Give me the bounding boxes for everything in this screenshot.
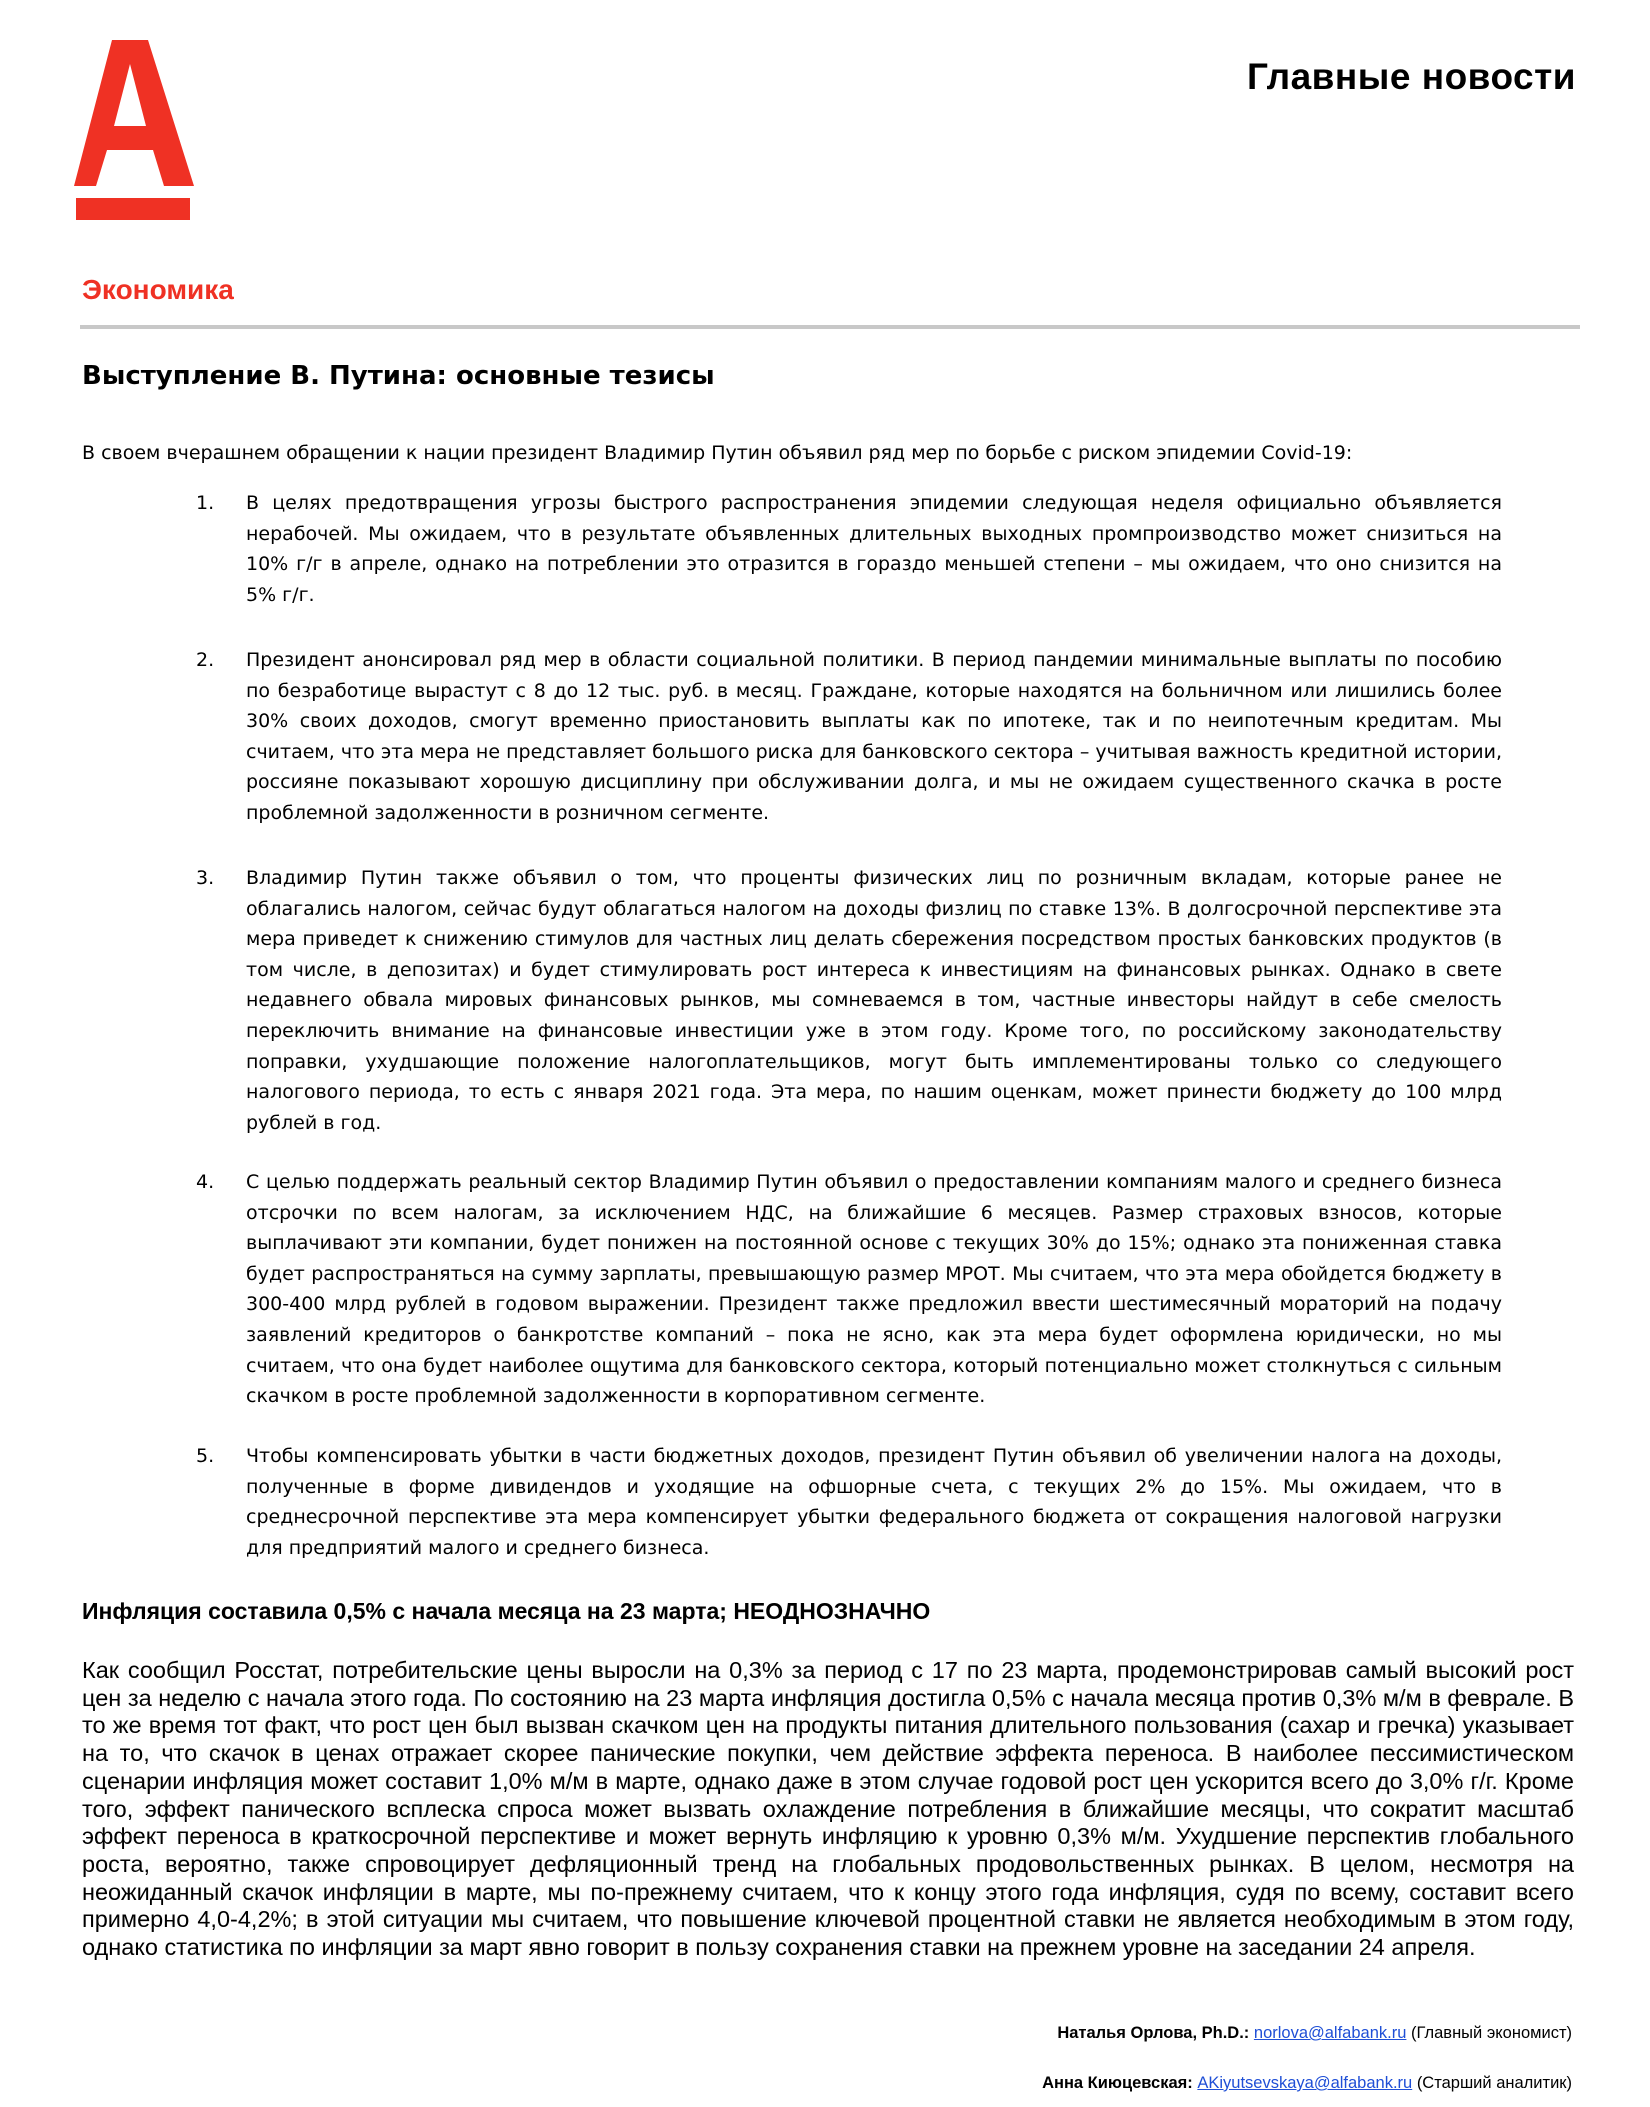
- alfa-letter-a: [74, 40, 194, 186]
- thesis-text: В целях предотвращения угрозы быстрого распространения эпидемии следующая неделя официально объявляется нерабочей. Мы ожидаем, что в результате объявленных длительных выходных промпроизводство может снизиться на 10% г/г в апреле, однако на потреблении это отразится в гораздо меньшей степени – мы ожидаем, что оно снизится на 5% г/г.: [246, 492, 1502, 606]
- thesis-text: Президент анонсировал ряд мер в области социальной политики. В период пандемии минимальные выплаты по пособию по безработице вырастут с 8 до 12 тыс. руб. в месяц. Граждане, которые находятся на больничном или лишились более 30% своих доходов, смогут временно приостановить выплаты как по ипотеке, так и по неипотечным кредитам. Мы считаем, что эта мера не представляет большого риска для банковского сектора – учитывая важность кредитной истории, россияне показывают хорошую дисциплину при обслуживании долга, и мы не ожидаем существенного скачка в росте проблемной задолженности в розничном сегменте.: [246, 649, 1502, 824]
- author-role: (Главный экономист): [1411, 2024, 1572, 2042]
- page-title: Главные новости: [1246, 56, 1576, 97]
- thesis-number: 3.: [196, 867, 215, 889]
- inflation-headline: [82, 1598, 930, 1625]
- author-line: [1042, 2074, 1572, 2093]
- author-email-link[interactable]: norlova@alfabank.ru: [1253, 2024, 1407, 2042]
- article-intro: В своем вчерашнем обращении к нации президент Владимир Путин объявил ряд мер по борьбе с риском эпидемии Covid-19:: [82, 442, 1353, 464]
- thesis-number: 4.: [196, 1171, 215, 1193]
- thesis-number: 5.: [196, 1445, 215, 1467]
- thesis-text: Владимир Путин также объявил о том, что проценты физических лиц по розничным вкладам, которые ранее не облагались налогом, сейчас будут облагаться налогом на доходы физлиц по ставке 13%. В долгосрочной перспективе эта мера приведет к снижению стимулов для частных лиц делать сбережения посредством простых банковских продуктов (в том числе, в депозитах) и будет стимулировать рост интереса к инвестициям на финансовых рынках. Однако в свете недавнего обвала мировых финансовых рынков, мы сомневаемся в том, частные инвесторы найдут в себе смелость переключить внимание на финансовые инвестиции уже в этом году. Кроме того, по российскому законодательству поправки, ухудшающие положение налогоплательщиков, могут быть имплементированы только со следующего налогового периода, то есть с января 2021 года. Эта мера, по нашим оценкам, может принести бюджету до 100 млрд рублей в год.: [246, 867, 1502, 1134]
- author-line: [1057, 2024, 1572, 2043]
- thesis-text: Чтобы компенсировать убытки в части бюджетных доходов, президент Путин объявил об увеличении налога на доходы, полученные в форме дивидендов и уходящие на офшорные счета, с текущих 2% до 15%. Мы ожидаем, что в среднесрочной перспективе эта мера компенсирует убытки федерального бюджета от сокращения налоговой нагрузки для предприятий малого и среднего бизнеса.: [246, 1445, 1502, 1559]
- alfa-bank-logo: [74, 40, 194, 220]
- author-role: (Старший аналитик): [1416, 2074, 1572, 2092]
- inflation-body: Как сообщил Росстат, потребительские цены выросли на 0,3% за период с 17 по 23 марта, продемонстрировав самый высокий рост цен за неделю с начала этого года. По состоянию на 23 марта инфляция достигла 0,5% с начала месяца против 0,3% м/м в феврале. В то же время тот факт, что рост цен был вызван скачком цен на продукты питания длительного пользования (сахар и гречка) указывает на то, что скачок в ценах отражает скорее панические покупки, чем действие эффекта переноса. В наиболее пессимистическом сценарии инфляция может составит 1,0% м/м в марте, однако даже в этом случае годовой рост цен ускорится всего до 3,0% г/г. Кроме того, эффект панического всплеска спроса может вызвать охлаждение потребления в ближайшие месяцы, что сократит масштаб эффект переноса в краткосрочной перспективе и может вернуть инфляцию к уровню 0,3% м/м. Ухудшение перспектив глобального роста, вероятно, также спровоцирует дефляционный тренд на глобальных продовольственных рынках. В целом, несмотря на неожиданный скачок инфляции в марте, мы по-прежнему считаем, что к концу этого года инфляция, судя по всему, составит всего примерно 4,0-4,2%; в этой ситуации мы считаем, что повышение ключевой процентной ставки не является необходимым в этом году, однако статистика по инфляции за март явно говорит в пользу сохранения ставки на прежнем уровне на заседании 24 апреля.: [82, 1657, 1574, 1961]
- article-title: Выступление В. Путина: основные тезисы: [82, 361, 715, 391]
- section-heading: Экономика: [82, 274, 234, 305]
- author-email-link[interactable]: AKiyutsevskaya@alfabank.ru: [1197, 2074, 1413, 2092]
- thesis-number: 1.: [196, 492, 215, 514]
- thesis-text: С целью поддержать реальный сектор Владимир Путин объявил о предоставлении компаниям малого и среднего бизнеса отсрочки по всем налогам, за исключением НДС, на ближайшие 6 месяцев. Размер страховых взносов, которые выплачивают эти компании, будет понижен на постоянной основе с текущих 30% до 15%; однако эта пониженная ставка будет распространяться на сумму зарплаты, превышающую размер МРОТ. Мы считаем, что эта мера обойдется бюджету в 300-400 млрд рублей в годовом выражении. Президент также предложил ввести шестимесячный мораторий на подачу заявлений кредиторов о банкротстве компаний – пока не ясно, как эта мера будет оформлена юридически, но мы считаем, что она будет наиболее ощутима для банковского сектора, который потенциально может столкнуться с сильным скачком в росте проблемной задолженности в корпоративном сегменте.: [246, 1171, 1502, 1408]
- thesis-number: 2.: [196, 649, 215, 671]
- author-name: Анна Киюцевская:: [1042, 2074, 1193, 2092]
- section-divider: [80, 325, 1580, 329]
- author-name: Наталья Орлова, Ph.D.:: [1057, 2024, 1250, 2042]
- verdict-label: НЕОДНОЗНАЧНО: [733, 1598, 931, 1624]
- alfa-underline: [76, 198, 190, 220]
- inflation-headline-text: Инфляция составила 0,5% с начала месяца на 23 марта;: [82, 1598, 727, 1624]
